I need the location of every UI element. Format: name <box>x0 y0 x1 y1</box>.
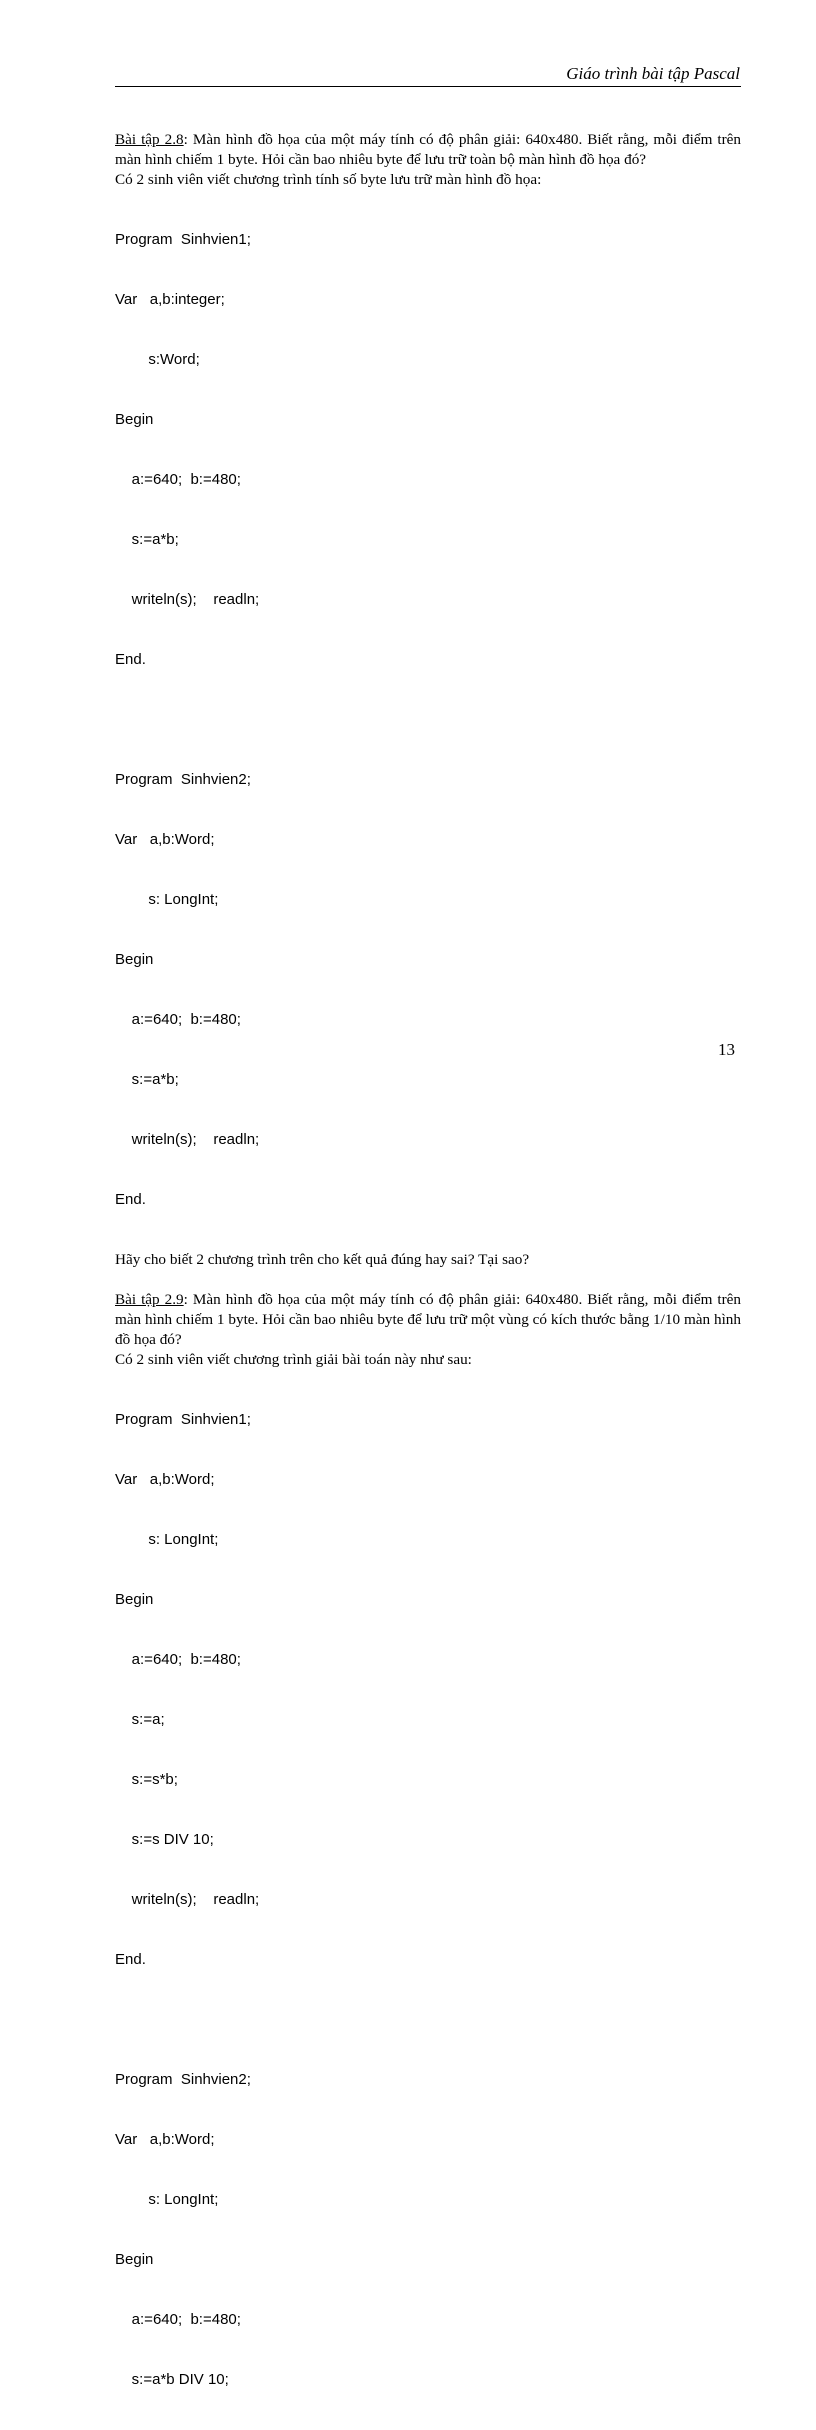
code-line: Begin <box>115 411 154 428</box>
code-line: a:=640; b:=480; <box>115 1011 241 1028</box>
code-line: Var a,b:Word; <box>115 1471 215 1488</box>
header-rule <box>115 86 741 87</box>
code-line: s:Word; <box>115 351 200 368</box>
exercise-label: Bài tập 2.9 <box>115 1291 184 1308</box>
exercise-label: Bài tập 2.8 <box>115 131 184 148</box>
code-line: Begin <box>115 2251 154 2268</box>
code-line: Begin <box>115 1591 154 1608</box>
code-line: s: LongInt; <box>115 1531 219 1548</box>
running-header-title: Giáo trình bài tập Pascal <box>566 64 740 83</box>
code-line: s: LongInt; <box>115 2191 219 2208</box>
code-line: a:=640; b:=480; <box>115 2311 241 2328</box>
code-line: s:=a*b; <box>115 1071 179 1088</box>
page-content <box>115 130 741 2430</box>
code-line: End. <box>115 1951 146 1968</box>
exercise-intro: Có 2 sinh viên viết chương trình tính số byte lưu trữ màn hình đồ họa: <box>115 171 542 188</box>
code-line: Var a,b:integer; <box>115 291 225 308</box>
code-line: Program Sinhvien2; <box>115 771 251 788</box>
exercise-question: Hãy cho biết 2 chương trình trên cho kết quả đúng hay sai? Tại sao? <box>115 1251 530 1268</box>
code-line: Program Sinhvien1; <box>115 1411 251 1428</box>
exercise-2-9-statement <box>115 1290 741 1350</box>
code-block-sinhvien1 <box>115 1370 741 2010</box>
code-line: Var a,b:Word; <box>115 831 215 848</box>
code-block-sinhvien2 <box>115 2030 741 2430</box>
exercise-text: : Màn hình đồ họa của một máy tính có độ phân giải: 640x480. Biết rằng, mỗi điểm trên màn hình chiếm 1 byte. Hỏi cần bao nhiêu byte để lưu trữ toàn bộ màn hình đồ họa đó? <box>115 131 741 168</box>
code-line: s:=s DIV 10; <box>115 1831 214 1848</box>
code-line: s: LongInt; <box>115 891 219 908</box>
code-line: writeln(s); readln; <box>115 1891 260 1908</box>
code-block-sinhvien1 <box>115 190 741 710</box>
code-line: End. <box>115 1191 146 1208</box>
exercise-2-8-statement <box>115 130 741 170</box>
code-line: s:=s*b; <box>115 1771 178 1788</box>
code-line: s:=a*b DIV 10; <box>115 2371 229 2388</box>
code-line: Program Sinhvien2; <box>115 2071 251 2088</box>
code-line: writeln(s); readln; <box>115 1131 260 1148</box>
code-line: a:=640; b:=480; <box>115 471 241 488</box>
code-line: s:=a; <box>115 1711 165 1728</box>
exercise-intro: Có 2 sinh viên viết chương trình giải bài toán này như sau: <box>115 1351 472 1368</box>
code-block-sinhvien2 <box>115 730 741 1250</box>
code-line: a:=640; b:=480; <box>115 1651 241 1668</box>
code-line: Var a,b:Word; <box>115 2131 215 2148</box>
code-line: s:=a*b; <box>115 531 179 548</box>
code-line: End. <box>115 651 146 668</box>
code-line: Program Sinhvien1; <box>115 231 251 248</box>
page-number: 13 <box>718 1040 735 1059</box>
code-line: writeln(s); readln; <box>115 591 260 608</box>
exercise-text: : Màn hình đồ họa của một máy tính có độ phân giải: 640x480. Biết rằng, mỗi điểm trên màn hình chiếm 1 byte. Hỏi cần bao nhiêu byte để lưu trữ một vùng có kích thước bằng 1/10 màn hình đồ họa đó? <box>115 1291 741 1348</box>
code-line: Begin <box>115 951 154 968</box>
